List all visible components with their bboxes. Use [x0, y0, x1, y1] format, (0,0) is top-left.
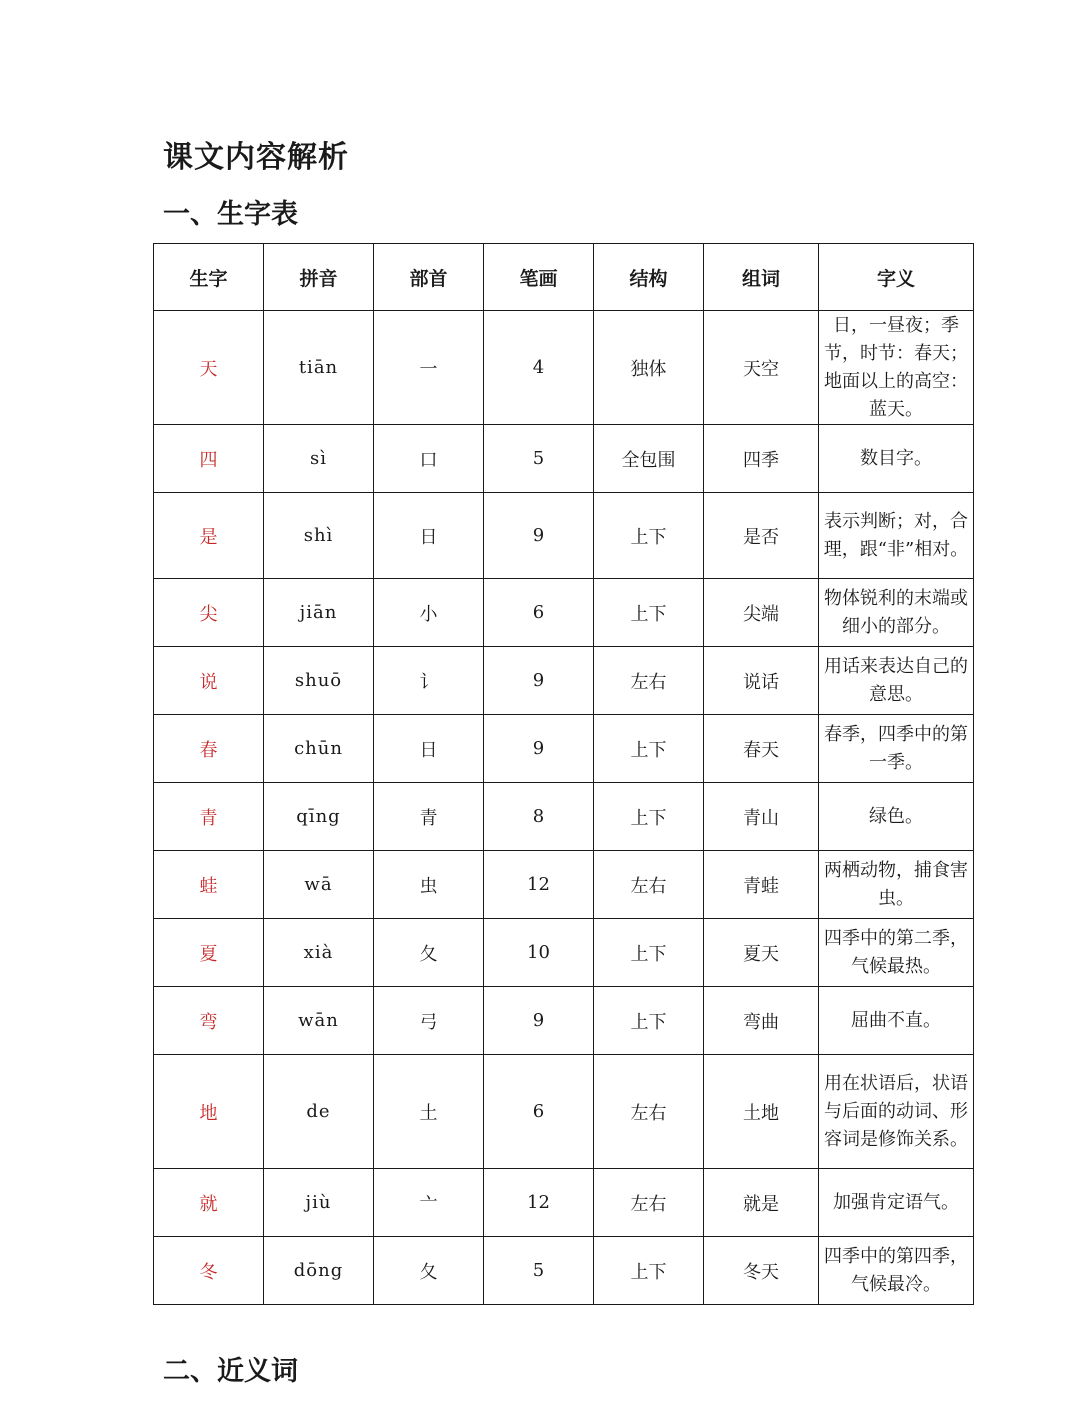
cell-character: 春 — [154, 715, 264, 783]
cell-word: 春天 — [704, 715, 819, 783]
cell-radical: 一 — [374, 311, 484, 425]
cell-meaning: 屈曲不直。 — [819, 987, 974, 1055]
cell-meaning: 春季，四季中的第一季。 — [819, 715, 974, 783]
cell-word: 四季 — [704, 425, 819, 493]
header-radical: 部首 — [374, 244, 484, 311]
cell-meaning: 用话来表达自己的意思。 — [819, 647, 974, 715]
table-row — [154, 311, 974, 425]
cell-character: 是 — [154, 493, 264, 579]
cell-pinyin: shì — [264, 493, 374, 579]
section-title-new-characters: 一、生字表 — [163, 199, 298, 230]
table-row — [154, 1237, 974, 1305]
cell-strokes: 9 — [484, 493, 594, 579]
cell-pinyin: wān — [264, 987, 374, 1055]
cell-radical: 虫 — [374, 851, 484, 919]
cell-word: 夏天 — [704, 919, 819, 987]
cell-strokes: 8 — [484, 783, 594, 851]
cell-radical: 土 — [374, 1055, 484, 1169]
cell-pinyin: dōng — [264, 1237, 374, 1305]
cell-meaning: 四季中的第四季，气候最冷。 — [819, 1237, 974, 1305]
cell-structure: 上下 — [594, 1237, 704, 1305]
cell-radical: 日 — [374, 493, 484, 579]
cell-meaning: 日，一昼夜；季节，时节：春天；地面以上的高空：蓝天。 — [819, 311, 974, 425]
table-row — [154, 1169, 974, 1237]
cell-pinyin: jiān — [264, 579, 374, 647]
table-row — [154, 987, 974, 1055]
cell-radical: 讠 — [374, 647, 484, 715]
header-character: 生字 — [154, 244, 264, 311]
header-structure: 结构 — [594, 244, 704, 311]
cell-meaning: 加强肯定语气。 — [819, 1169, 974, 1237]
cell-meaning: 物体锐利的末端或细小的部分。 — [819, 579, 974, 647]
new-character-table — [153, 243, 974, 1305]
cell-strokes: 5 — [484, 425, 594, 493]
cell-radical: 青 — [374, 783, 484, 851]
cell-character: 夏 — [154, 919, 264, 987]
section-title-synonyms: 二、近义词 — [163, 1356, 298, 1387]
cell-word: 说话 — [704, 647, 819, 715]
cell-word: 冬天 — [704, 1237, 819, 1305]
cell-strokes: 12 — [484, 851, 594, 919]
cell-radical: 弓 — [374, 987, 484, 1055]
cell-strokes: 12 — [484, 1169, 594, 1237]
cell-pinyin: sì — [264, 425, 374, 493]
header-pinyin: 拼音 — [264, 244, 374, 311]
cell-character: 天 — [154, 311, 264, 425]
table-row — [154, 783, 974, 851]
cell-strokes: 10 — [484, 919, 594, 987]
table-header-row — [154, 244, 974, 311]
table-row — [154, 425, 974, 493]
cell-character: 蛙 — [154, 851, 264, 919]
cell-character: 就 — [154, 1169, 264, 1237]
table-row — [154, 579, 974, 647]
cell-word: 青蛙 — [704, 851, 819, 919]
cell-word: 尖端 — [704, 579, 819, 647]
cell-character: 青 — [154, 783, 264, 851]
table-row — [154, 1055, 974, 1169]
cell-structure: 全包围 — [594, 425, 704, 493]
cell-structure: 上下 — [594, 987, 704, 1055]
cell-meaning: 四季中的第二季，气候最热。 — [819, 919, 974, 987]
table-row — [154, 851, 974, 919]
cell-pinyin: chūn — [264, 715, 374, 783]
cell-strokes: 4 — [484, 311, 594, 425]
cell-word: 土地 — [704, 1055, 819, 1169]
cell-pinyin: shuō — [264, 647, 374, 715]
header-strokes: 笔画 — [484, 244, 594, 311]
cell-radical: 夂 — [374, 1237, 484, 1305]
page-title: 课文内容解析 — [163, 140, 349, 175]
cell-character: 地 — [154, 1055, 264, 1169]
cell-structure: 上下 — [594, 715, 704, 783]
header-meaning: 字义 — [819, 244, 974, 311]
cell-word: 是否 — [704, 493, 819, 579]
cell-strokes: 9 — [484, 715, 594, 783]
cell-character: 尖 — [154, 579, 264, 647]
cell-meaning: 表示判断；对，合理，跟“非”相对。 — [819, 493, 974, 579]
cell-strokes: 6 — [484, 1055, 594, 1169]
cell-character: 冬 — [154, 1237, 264, 1305]
cell-character: 说 — [154, 647, 264, 715]
cell-pinyin: wā — [264, 851, 374, 919]
cell-radical: 小 — [374, 579, 484, 647]
cell-pinyin: xià — [264, 919, 374, 987]
cell-radical: 夂 — [374, 919, 484, 987]
cell-pinyin: jiù — [264, 1169, 374, 1237]
table-row — [154, 493, 974, 579]
cell-pinyin: tiān — [264, 311, 374, 425]
cell-structure: 上下 — [594, 783, 704, 851]
cell-strokes: 9 — [484, 987, 594, 1055]
cell-word: 青山 — [704, 783, 819, 851]
cell-structure: 上下 — [594, 493, 704, 579]
cell-radical: 日 — [374, 715, 484, 783]
cell-structure: 左右 — [594, 851, 704, 919]
cell-meaning: 绿色。 — [819, 783, 974, 851]
cell-structure: 左右 — [594, 1055, 704, 1169]
table-row — [154, 647, 974, 715]
cell-structure: 上下 — [594, 579, 704, 647]
cell-word: 就是 — [704, 1169, 819, 1237]
cell-character: 弯 — [154, 987, 264, 1055]
cell-structure: 上下 — [594, 919, 704, 987]
cell-meaning: 用在状语后，状语与后面的动词、形容词是修饰关系。 — [819, 1055, 974, 1169]
cell-strokes: 6 — [484, 579, 594, 647]
cell-strokes: 5 — [484, 1237, 594, 1305]
cell-word: 天空 — [704, 311, 819, 425]
cell-structure: 左右 — [594, 647, 704, 715]
cell-meaning: 两栖动物，捕食害虫。 — [819, 851, 974, 919]
cell-radical: 口 — [374, 425, 484, 493]
table-row — [154, 919, 974, 987]
cell-pinyin: qīng — [264, 783, 374, 851]
cell-radical: 亠 — [374, 1169, 484, 1237]
cell-meaning: 数目字。 — [819, 425, 974, 493]
cell-structure: 左右 — [594, 1169, 704, 1237]
cell-character: 四 — [154, 425, 264, 493]
cell-word: 弯曲 — [704, 987, 819, 1055]
header-word: 组词 — [704, 244, 819, 311]
cell-pinyin: de — [264, 1055, 374, 1169]
cell-structure: 独体 — [594, 311, 704, 425]
table-row — [154, 715, 974, 783]
cell-strokes: 9 — [484, 647, 594, 715]
